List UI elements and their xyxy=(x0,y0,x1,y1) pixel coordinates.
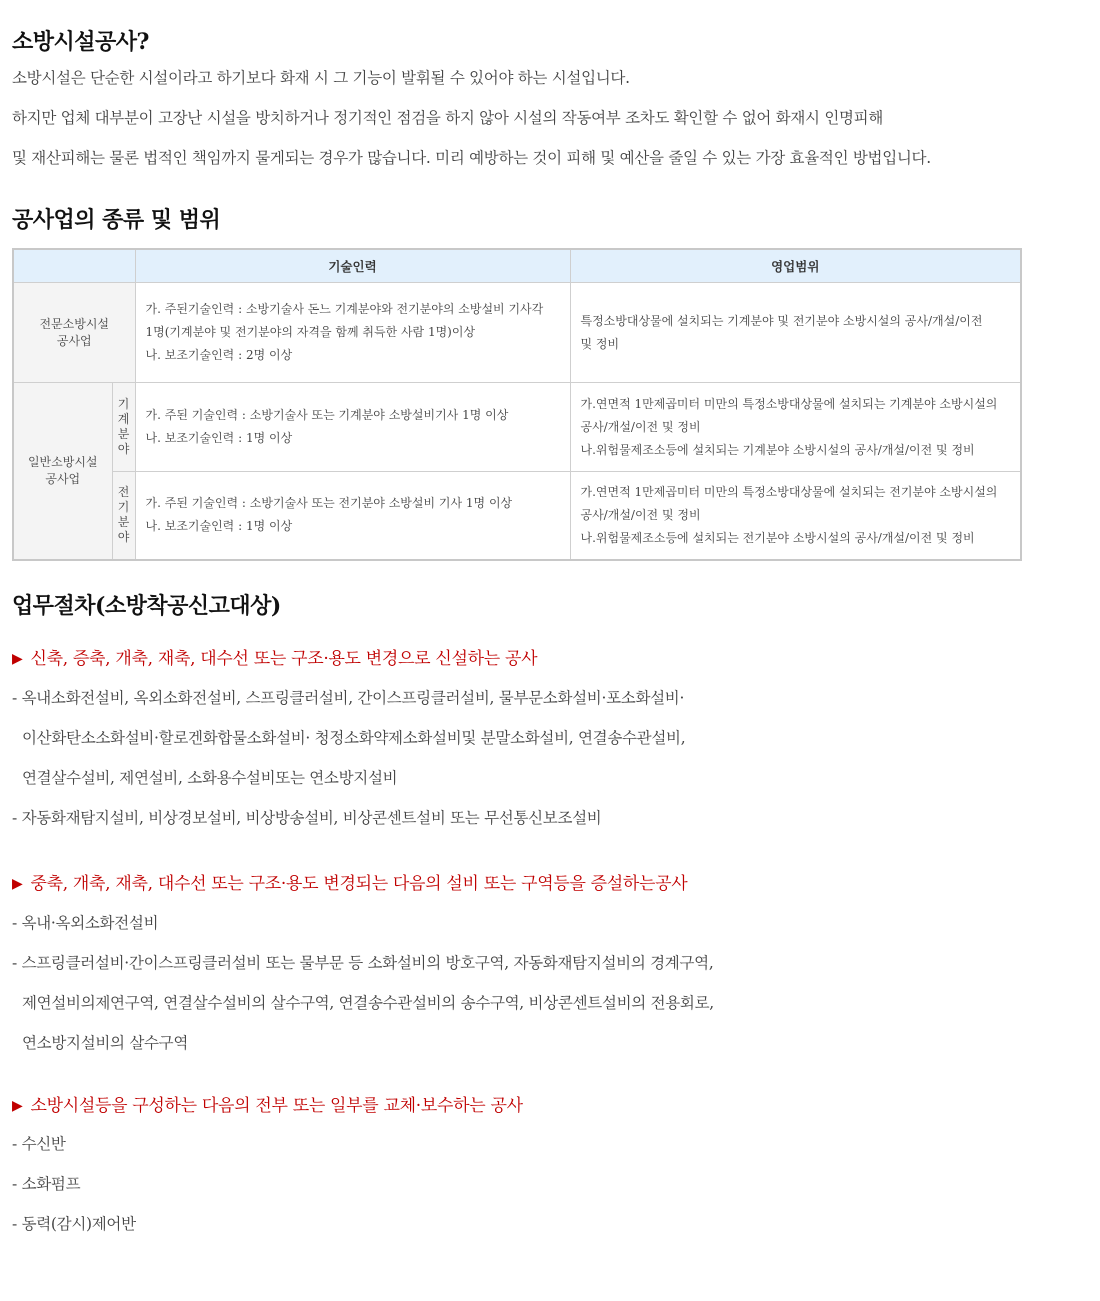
electrical-scope-line: 가.연면적 1만제곱미터 미만의 특정소방대상물에 설치되는 전기분야 소방시설의 xyxy=(580,484,998,499)
electrical-scope-line: 나.위험물제조소등에 설치되는 전기분야 소방시설의 공사/개설/이전 및 정비 xyxy=(580,530,975,545)
table-header-row xyxy=(13,249,1021,283)
electrical-tech-line: 가. 주된 기술인력 : 소방기술사 또는 전기분야 소방설비 기사 1명 이상 xyxy=(145,496,513,511)
process-line: - 수신반 xyxy=(12,1135,66,1153)
specialized-tech-line: 가. 주된기술인력 : 소방기술사 돈느 기계분야와 전기분야의 소방설비 기사각 xyxy=(145,302,544,316)
intro-title: 소방시설공사? xyxy=(12,29,149,55)
electrical-sub-char: 기 xyxy=(117,500,130,515)
mechanical-tech-line: 가. 주된 기술인력 : 소방기술사 또는 기계분야 소방설비기사 1명 이상 xyxy=(145,408,509,422)
process-line: - 스프링클러설비·간이스프링클러설비 또는 물부문 등 소화설비의 방호구역, 자동화재탐지설비의 경계구역, xyxy=(12,954,714,972)
electrical-scope-line: 공사/개설/이전 및 정비 xyxy=(580,507,701,522)
arrow-right-icon: ▶ xyxy=(12,651,23,667)
mechanical-scope xyxy=(570,383,1021,472)
electrical-sub-char: 전 xyxy=(117,485,130,500)
process-line: 연결살수설비, 제연설비, 소화용수설비또는 연소방지설비 xyxy=(22,769,398,787)
process-heading-text: 신축, 증축, 개축, 재축, 대수선 또는 구조·용도 변경으로 신설하는 공사 xyxy=(30,649,538,669)
process-title: 업무절차(소방착공신고대상) xyxy=(12,593,281,619)
mechanical-sub-char: 야 xyxy=(117,442,130,456)
general-label-line1: 일반소방시설 xyxy=(27,454,98,469)
table-row-general-electrical xyxy=(13,472,1021,560)
types-title: 공사업의 종류 및 범위 xyxy=(12,207,221,233)
intro-paragraph-1: 소방시설은 단순한 시설이라고 하기보다 화재 시 그 기능이 발휘될 수 있어야 하는 시설입니다. xyxy=(12,69,630,87)
mechanical-scope-line: 공사/개설/이전 및 정비 xyxy=(580,419,701,434)
specialized-scope-line: 및 정비 xyxy=(580,336,620,351)
process-heading-3 xyxy=(12,1093,523,1120)
specialized-label-line2: 공사업 xyxy=(56,333,92,348)
process-heading-1 xyxy=(12,646,537,673)
arrow-right-icon: ▶ xyxy=(12,1098,23,1114)
specialized-label xyxy=(13,283,135,383)
specialized-tech-line: 나. 보조기술인력 : 2명 이상 xyxy=(145,348,293,362)
specialized-scope-line: 특정소방대상물에 설치되는 기계분야 및 전기분야 소방시설의 공사/개설/이전 xyxy=(580,313,983,328)
process-line: - 자동화재탐지설비, 비상경보설비, 비상방송설비, 비상콘센트설비 또는 무선통신보조설비 xyxy=(12,809,602,827)
arrow-right-icon: ▶ xyxy=(12,876,23,892)
electrical-scope xyxy=(570,472,1021,560)
table-row-specialized xyxy=(13,283,1021,383)
electrical-sub-char: 야 xyxy=(117,530,130,545)
intro-paragraph-3: 및 재산피해는 물론 법적인 책임까지 물게되는 경우가 많습니다. 미리 예방하는 것이 피해 및 예산을 줄일 수 있는 가장 효율적인 방법입니다. xyxy=(12,149,931,167)
general-label-line2: 공사업 xyxy=(45,471,81,486)
specialized-scope xyxy=(570,283,1021,383)
header-tech: 기술인력 xyxy=(135,249,570,283)
intro-paragraph-2: 하지만 업체 대부분이 고장난 시설을 방치하거나 정기적인 점검을 하지 않아 시설의 작동여부 조차도 확인할 수 없어 화재시 인명피해 xyxy=(12,109,884,127)
electrical-tech xyxy=(135,472,570,560)
electrical-tech-line: 나. 보조기술인력 : 1명 이상 xyxy=(145,519,293,534)
process-line: - 옥내·옥외소화전설비 xyxy=(12,914,159,932)
specialized-tech xyxy=(135,283,570,383)
header-scope: 영업범위 xyxy=(570,249,1021,283)
process-heading-2 xyxy=(12,871,687,898)
mechanical-sub-char: 분 xyxy=(117,427,130,441)
table-row-general-mechanical xyxy=(13,383,1021,472)
specialized-tech-line: 1명(기계분야 및 전기분야의 자격을 함께 취득한 사람 1명)이상 xyxy=(145,325,476,339)
process-line: - 옥내소화전설비, 옥외소화전설비, 스프링클러설비, 간이스프링클러설비, 물부문소화설비·포소화설비· xyxy=(12,689,685,707)
electrical-sub-char: 분 xyxy=(117,515,130,530)
process-line: 연소방지설비의 살수구역 xyxy=(22,1034,189,1052)
scope-table xyxy=(12,248,1022,561)
process-line: - 소화펌프 xyxy=(12,1175,81,1193)
process-line: 이산화탄소소화설비·할로겐화합물소화설비· 청정소화약제소화설비및 분말소화설비, 연결송수관설비, xyxy=(22,729,686,747)
specialized-label-line1: 전문소방시설 xyxy=(39,316,110,331)
process-heading-text: 소방시설등을 구성하는 다음의 전부 또는 일부를 교체·보수하는 공사 xyxy=(30,1096,523,1116)
mechanical-sub-char: 기 xyxy=(117,397,130,411)
mechanical-tech-line: 나. 보조기술인력 : 1명 이상 xyxy=(145,431,293,445)
process-line: 제연설비의제연구역, 연결살수설비의 살수구역, 연결송수관설비의 송수구역, 비상콘센트설비의 전용회로, xyxy=(22,994,714,1012)
general-label xyxy=(13,383,112,560)
mechanical-sub-char: 계 xyxy=(117,412,130,426)
mechanical-scope-line: 가.연면적 1만제곱미터 미만의 특정소방대상물에 설치되는 기계분야 소방시설의 xyxy=(580,396,998,411)
mechanical-sub-label xyxy=(112,383,135,472)
process-line: - 동력(감시)제어반 xyxy=(12,1215,136,1233)
electrical-sub-label xyxy=(112,472,135,560)
mechanical-scope-line: 나.위험물제조소등에 설치되는 기계분야 소방시설의 공사/개설/이전 및 정비 xyxy=(580,442,975,457)
mechanical-tech xyxy=(135,383,570,472)
process-heading-text: 중축, 개축, 재축, 대수선 또는 구조·용도 변경되는 다음의 설비 또는 구역등을 증설하는공사 xyxy=(30,874,688,894)
header-blank xyxy=(13,249,135,283)
